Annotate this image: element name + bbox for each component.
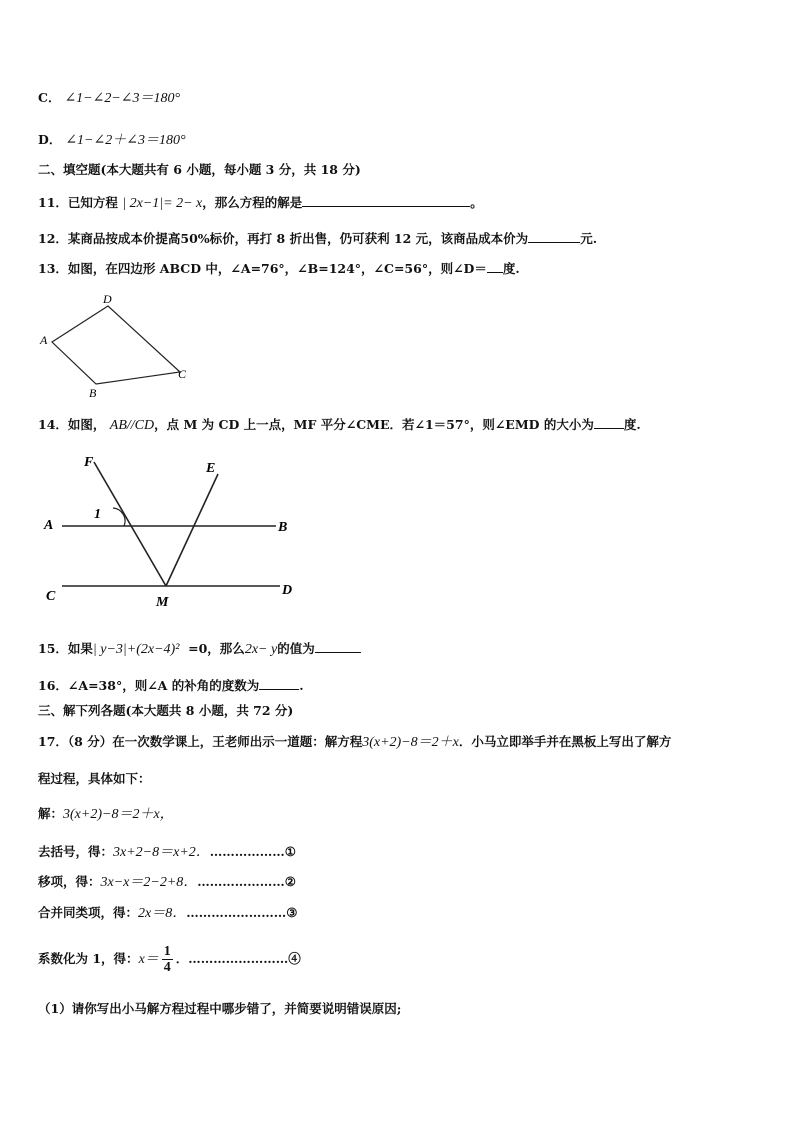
q16-text: ∠A=38°，则∠A 的补角的度数为 [67, 678, 260, 693]
step-2-label: 移项，得： [38, 874, 101, 889]
q11-after: ，那么方程的解是 [202, 195, 303, 210]
figure-13-quadrilateral [30, 288, 200, 403]
question-12 [38, 230, 597, 247]
fig13-label-a: A [40, 333, 48, 347]
step-3-eq: 2x＝8． [138, 906, 187, 921]
q17-step-3 [38, 905, 297, 922]
angle-1-arc [113, 508, 125, 526]
option-d-expr: ∠1−∠2＋∠3＝180° [65, 133, 186, 148]
q11-equation: | 2x−1|= 2− x [122, 196, 203, 211]
step-3-dots: …………………… [186, 905, 287, 920]
q11-before: 已知方程 [67, 195, 118, 210]
step-4-label: 系数化为 1，得： [38, 951, 139, 966]
step-4-numerator: 1 [163, 944, 171, 959]
step-2-dots: ………………… [197, 874, 285, 889]
q17-solution-label: 解： [38, 806, 64, 821]
q17-step-1 [38, 844, 296, 861]
fig14-label-a: A [44, 518, 54, 533]
q12-end: 元. [580, 231, 598, 246]
q14-answer-blank [594, 416, 624, 429]
q14-num: 14． [38, 417, 68, 432]
ray-me [166, 474, 218, 586]
question-17-intro2: 程过程，具体如下： [38, 771, 151, 786]
q16-end: . [299, 678, 304, 693]
q17-step-4 [38, 942, 301, 977]
question-11 [38, 194, 483, 212]
question-16 [38, 677, 304, 694]
step-2-mark: ② [284, 874, 297, 889]
q17-num: 17． [38, 734, 68, 749]
step-4-fraction [162, 944, 173, 975]
step-1-label: 去括号，得： [38, 844, 114, 859]
question-17-intro [38, 734, 671, 751]
q13-end: 度. [502, 261, 520, 276]
q13-answer-blank [487, 260, 503, 273]
q15-mid: =0，那么 [188, 641, 245, 656]
fig14-label-d: D [282, 583, 293, 598]
q11-answer-blank [302, 194, 470, 207]
q17-intro-after: ．小马立即举手并在黑板上写出了解方 [458, 734, 672, 749]
section2-heading: 二、填空题(本大题共有 6 小题，每小题 3 分，共 18 分) [38, 162, 361, 177]
fig13-label-b: B [89, 386, 97, 400]
q15-target: 2x− y [244, 642, 278, 657]
step-3-mark: ③ [286, 905, 298, 920]
question-14 [38, 416, 641, 434]
q13-num: 13． [38, 261, 68, 276]
q17-equation: 3(x+2)−8＝2＋x [362, 735, 459, 750]
q15-before: 如果 [67, 641, 93, 656]
question-15 [38, 640, 361, 658]
option-d [38, 132, 186, 149]
q15-answer-blank [315, 640, 361, 653]
step-1-mark: ① [284, 844, 297, 859]
step-4-dots: ．…………………… [175, 951, 289, 966]
q17-solution [38, 806, 174, 823]
q12-answer-blank [528, 230, 580, 243]
fig13-label-d: D [103, 292, 112, 306]
q15-after: 的值为 [277, 641, 315, 656]
q17-step-2 [38, 874, 296, 891]
option-d-label: D． [38, 132, 62, 147]
q15-equation: | y−3|+(2x−4)² [92, 642, 180, 657]
step-4-var: x＝ [138, 952, 159, 967]
fig14-label-c: C [46, 589, 56, 604]
q17-sub-1: （1）请你写出小马解方程过程中哪步错了，并简要说明错误原因; [38, 1001, 402, 1016]
fig14-label-e: E [206, 461, 216, 476]
q14-end: 度. [623, 417, 641, 432]
q15-num: 15． [38, 641, 68, 656]
q11-end: 。 [470, 195, 483, 210]
question-13 [38, 260, 520, 277]
fig13-label-c: C [178, 367, 187, 381]
q16-num: 16． [38, 678, 68, 693]
q12-text: 某商品按成本价提高50%标价，再打 8 折出售，仍可获利 12 元，该商品成本价为 [67, 231, 529, 246]
step-3-label: 合并同类项，得： [38, 905, 139, 920]
step-1-dots: ……………… [209, 844, 285, 859]
figure-14-parallel-lines [38, 448, 308, 612]
step-1-eq: 3x+2−8＝x+2． [113, 845, 210, 860]
q16-answer-blank [259, 677, 299, 690]
q17-intro: 在一次数学课上，王老师出示一道题：解方程 [112, 734, 363, 749]
fig14-label-1: 1 [94, 507, 101, 522]
ray-mf [94, 462, 166, 586]
q14-after: ，点 M 为 CD 上一点，MF 平分∠CME．若∠1＝57°，则∠EMD 的大小为 [154, 417, 594, 432]
q17-score: （8 分） [67, 734, 113, 749]
option-c [38, 90, 180, 107]
step-4-mark: ④ [288, 951, 301, 966]
option-c-label: C． [38, 90, 61, 105]
q11-num: 11． [38, 195, 68, 210]
quadrilateral-abcd [52, 306, 180, 384]
q14-before: 如图， [67, 417, 106, 432]
step-2-eq: 3x−x＝2−2+8． [100, 875, 198, 890]
section3-heading: 三、解下列各题(本大题共 8 小题，共 72 分) [38, 703, 294, 718]
option-c-expr: ∠1−∠2−∠3＝180° [64, 91, 181, 106]
q14-parallel: AB//CD [109, 418, 155, 433]
q17-solution-eq: 3(x+2)−8＝2＋x， [63, 807, 174, 822]
q13-text: 如图，在四边形 ABCD 中，∠A=76°，∠B=124°，∠C=56°，则∠D＝ [67, 261, 487, 276]
fig14-label-b: B [278, 520, 288, 535]
q12-num: 12． [38, 231, 68, 246]
fig14-label-f: F [84, 455, 94, 470]
step-4-denominator: 4 [163, 960, 171, 975]
fig14-label-m: M [156, 595, 169, 610]
